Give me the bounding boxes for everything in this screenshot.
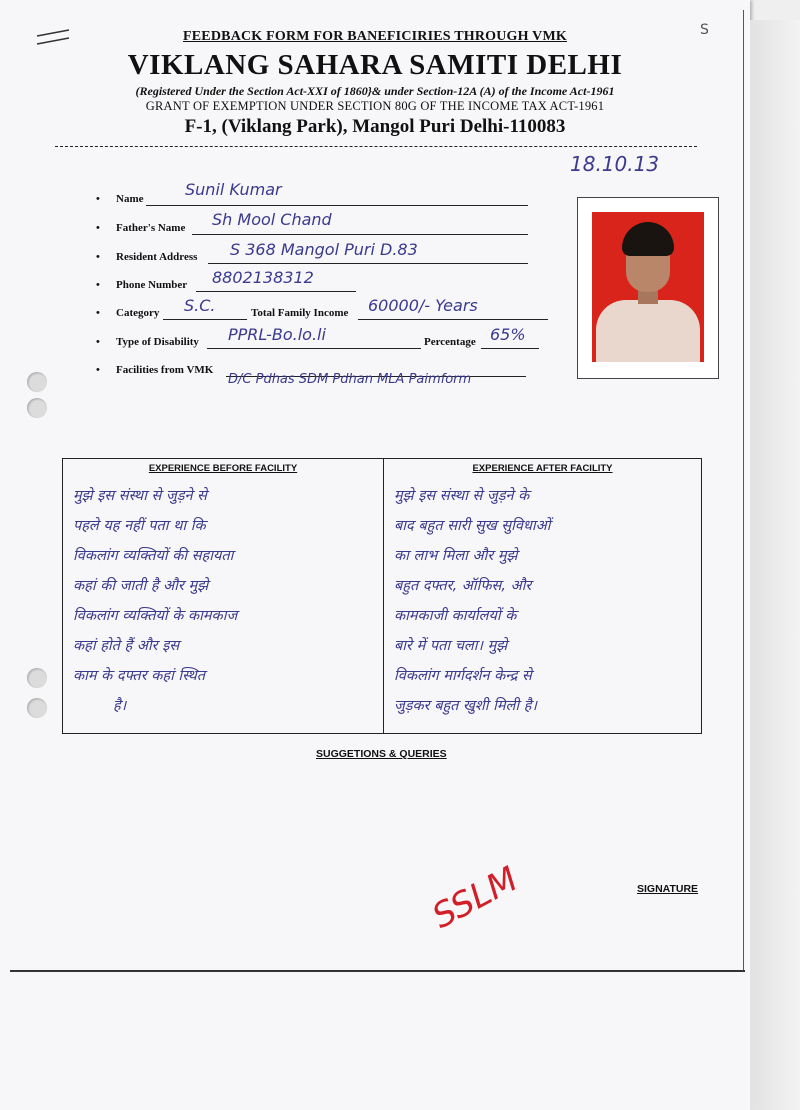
- punch-hole: [27, 698, 47, 718]
- income-value: 60000/- Years: [368, 296, 478, 315]
- underlying-page-edge: [750, 20, 800, 1110]
- experience-after-line: मुझे इस संस्था से जुड़ने के: [394, 488, 530, 504]
- signature-value: SSLM: [425, 859, 525, 937]
- income-label: Total Family Income: [251, 307, 349, 319]
- experience-after-column: [384, 459, 701, 733]
- phone-row: • Phone Number: [96, 279, 188, 291]
- experience-before-column: [63, 459, 384, 733]
- experience-before-heading: EXPERIENCE BEFORE FACILITY: [148, 463, 298, 474]
- experience-after-line: कामकाजी कार्यालयों के: [394, 608, 517, 624]
- facilities-row: • Facilities from VMK: [96, 364, 214, 376]
- address-value: S 368 Mangol Puri D.83: [230, 240, 418, 259]
- experience-after-line: जुड़कर बहुत खुशी मिली है।: [394, 698, 537, 714]
- page-border-bottom: [10, 970, 745, 972]
- experience-before-line: विकलांग व्यक्तियों की सहायता: [73, 548, 234, 564]
- name-line: [146, 205, 528, 206]
- form-title: FEEDBACK FORM FOR BANEFICIRIES THROUGH VMK: [183, 29, 567, 44]
- org-name: VIKLANG SAHARA SAMITI DELHI: [127, 49, 623, 81]
- phone-label: Phone Number: [116, 279, 188, 291]
- father-row: • Father's Name: [96, 222, 186, 234]
- phone-value: 8802138312: [212, 268, 314, 287]
- percentage-value: 65%: [490, 325, 526, 344]
- father-line: [192, 234, 528, 235]
- experience-table: [62, 458, 702, 734]
- disability-label: Type of Disability: [116, 336, 199, 348]
- experience-before-line: कहां की जाती है और मुझे: [73, 578, 209, 594]
- experience-before-line: है।: [113, 698, 127, 714]
- experience-before-line: पहले यह नहीं पता था कि: [73, 518, 206, 534]
- date-value: 18.10.13: [570, 152, 660, 176]
- photo-frame: [577, 197, 719, 379]
- father-label: Father's Name: [116, 222, 186, 234]
- percentage-line: [481, 348, 539, 349]
- punch-hole: [27, 372, 47, 392]
- experience-after-line: बहुत दफ्तर, ऑफिस, और: [394, 578, 532, 594]
- disability-value: PPRL-Bo.lo.li: [228, 325, 326, 344]
- corner-mark: S: [700, 22, 709, 38]
- address-line: [208, 263, 528, 264]
- registration-line: (Registered Under the Section Act-XXI of 1860}& under Section-12A (A) of the Income Act-1961: [135, 84, 615, 98]
- category-row: • Category: [96, 307, 160, 319]
- income-row: [251, 307, 348, 319]
- address-label: Resident Address: [116, 251, 198, 263]
- signature-label: SIGNATURE: [637, 883, 699, 895]
- experience-after-line: का लाभ मिला और मुझे: [394, 548, 518, 564]
- facilities-value: D/C Pdhas SDM Pdhan MLA Paimform: [228, 372, 472, 387]
- father-value: Sh Mool Chand: [212, 210, 332, 229]
- suggestions-heading: SUGGETIONS & QUERIES: [316, 748, 447, 760]
- experience-before-line: विकलांग व्यक्तियों के कामकाज: [73, 608, 238, 624]
- org-address: F-1, (Viklang Park), Mangol Puri Delhi-110083: [184, 116, 566, 137]
- experience-after-line: विकलांग मार्गदर्शन केन्द्र से: [394, 668, 532, 684]
- page-border-right: [743, 10, 744, 972]
- category-label: Category: [116, 307, 160, 319]
- percentage-row: [424, 336, 476, 348]
- experience-after-line: बाद बहुत सारी सुख सुविधाओं: [394, 518, 551, 534]
- punch-hole: [27, 398, 47, 418]
- name-value: Sunil Kumar: [185, 180, 282, 199]
- disability-row: • Type of Disability: [96, 336, 199, 348]
- beneficiary-photo: [592, 212, 704, 362]
- address-row: • Resident Address: [96, 251, 198, 263]
- phone-line: [196, 291, 356, 292]
- punch-hole: [27, 668, 47, 688]
- facilities-label: Facilities from VMK: [116, 364, 214, 376]
- header-divider: [55, 146, 697, 147]
- category-value: S.C.: [184, 296, 216, 315]
- experience-before-line: काम के दफ्तर कहां स्थित: [73, 668, 206, 684]
- exemption-line: GRANT OF EXEMPTION UNDER SECTION 80G OF THE INCOME TAX ACT-1961: [145, 99, 605, 113]
- experience-before-line: कहां होते हैं और इस: [73, 638, 180, 654]
- name-row: • Name: [96, 193, 144, 205]
- percentage-label: Percentage: [424, 336, 476, 348]
- experience-before-line: मुझे इस संस्था से जुड़ने से: [73, 488, 207, 504]
- experience-after-line: बारे में पता चला। मुझे: [394, 638, 508, 654]
- name-label: Name: [116, 193, 144, 205]
- disability-line: [207, 348, 421, 349]
- category-line: [163, 319, 247, 320]
- income-line: [358, 319, 548, 320]
- experience-after-heading: EXPERIENCE AFTER FACILITY: [472, 463, 613, 474]
